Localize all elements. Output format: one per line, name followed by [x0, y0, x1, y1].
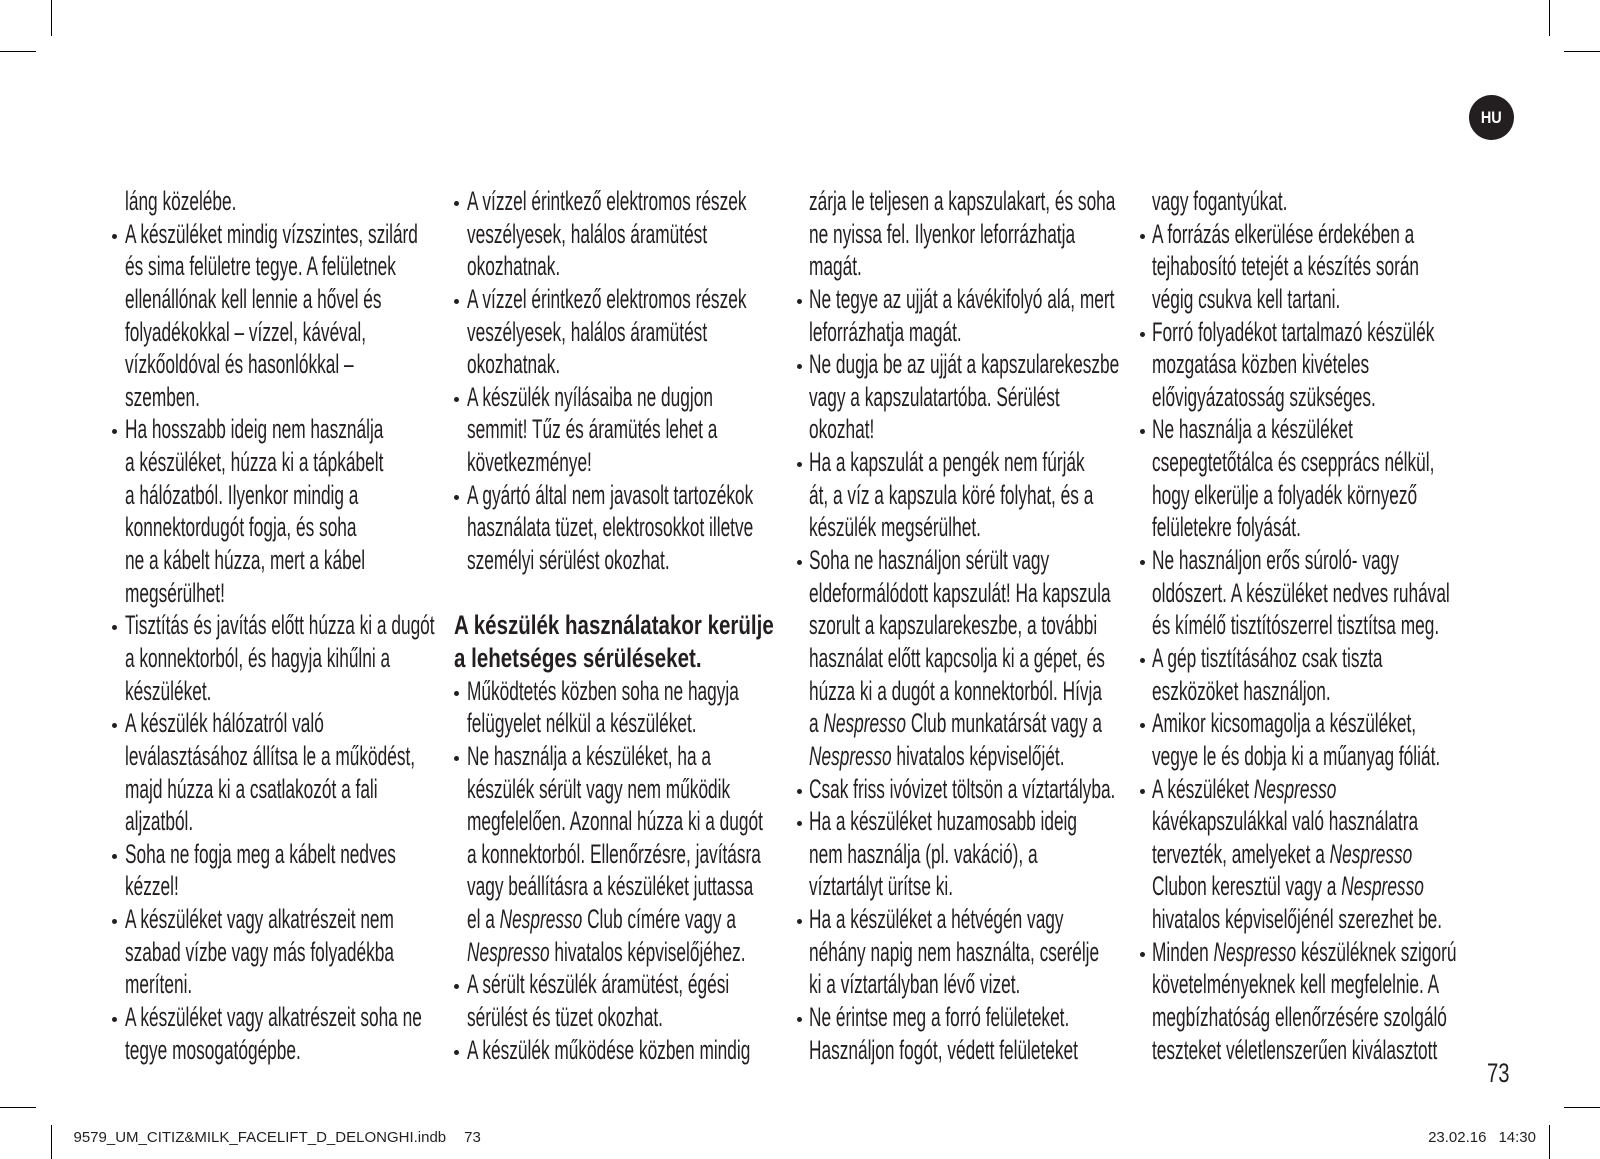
text-line [1152, 218, 1472, 251]
bullet-item [809, 805, 1129, 903]
text-line [1152, 446, 1472, 479]
line-text: következménye! [466, 447, 592, 478]
text-line [125, 381, 445, 414]
line-text: vagy beállításra a készüléket juttassa [466, 871, 753, 902]
text-line [467, 903, 787, 936]
bullet-item [467, 1034, 787, 1067]
bullet-item [809, 283, 1129, 348]
bullet-item [809, 446, 1129, 544]
text-line [1152, 381, 1472, 414]
text-line [125, 446, 445, 479]
line-text: Használjon fogót, védett felületeket [809, 1034, 1078, 1065]
line-text: láng közelébe. [124, 186, 236, 216]
bullet-item [809, 903, 1129, 1001]
text-line [809, 316, 1129, 349]
text-line [809, 250, 1129, 283]
text-line [467, 250, 787, 283]
line-text: veszélyesek, halálos áramütést [466, 218, 707, 249]
line-text: kávékapszulákkal való használatra [1152, 806, 1419, 837]
line-text: veszélyesek, halálos áramütést [466, 316, 707, 347]
text-line [467, 707, 787, 740]
line-text: csepegtetőtálca és csepprács nélkül, [1152, 447, 1435, 478]
text-line [125, 185, 445, 218]
line-text: szemben. [124, 381, 200, 412]
brand-name: Nespresso [823, 708, 907, 739]
footer-time: 14:30 [1498, 1129, 1536, 1146]
line-text: A készüléket mindig vízszintes, szilárd [124, 218, 418, 249]
text-line [1152, 316, 1472, 349]
bullet-item [125, 707, 445, 838]
text-line [467, 283, 787, 316]
text-line [125, 348, 445, 381]
line-text: és kímélő tisztítószerrel tisztítsa meg. [1152, 610, 1440, 641]
text-line [467, 968, 787, 1001]
line-text: szorult a kapszularekeszbe, a további [809, 610, 1098, 641]
text-line [467, 218, 787, 251]
text-line [1152, 250, 1472, 283]
text-line [454, 609, 787, 642]
line-text: A vízzel érintkező elektromos részek [466, 283, 746, 314]
text-line [125, 479, 445, 512]
line-text: át, a víz a kapszula köré folyhat, és a [809, 479, 1094, 510]
text-column-2 [453, 185, 787, 1066]
crop-mark [51, 1125, 52, 1159]
text-line [1152, 1001, 1472, 1034]
text-line [467, 675, 787, 708]
line-text: Ne érintse meg a forró felületeket. [809, 1002, 1070, 1033]
text-line [1152, 675, 1472, 708]
line-text: ne a kábelt húzza, mert a kábel [124, 545, 365, 576]
text-line [1152, 479, 1472, 512]
line-text: vagy fogantyúkat. [1152, 186, 1288, 216]
bullet-item [1152, 218, 1472, 316]
text-line [467, 185, 787, 218]
line-text: szabad vízbe vagy más folyadékba [124, 936, 394, 967]
text-line [809, 413, 1129, 446]
line-text: mozgatása közben kivételes [1152, 349, 1370, 380]
text-line [1152, 903, 1472, 936]
line-text: okozhat! [809, 414, 875, 445]
text-line [467, 870, 787, 903]
text-line [809, 283, 1129, 316]
line-text: oldószert. A készüléket nedves ruhával [1152, 577, 1450, 608]
text-line [125, 250, 445, 283]
line-text: okozhatnak. [466, 349, 560, 380]
text-line [467, 381, 787, 414]
bullet-item [467, 740, 787, 968]
text-line [467, 544, 787, 577]
text-line [809, 838, 1129, 871]
line-text: folyadékokkal – vízzel, kávéval, [124, 316, 366, 347]
bullet-item [125, 903, 445, 1001]
bullet-item [467, 283, 787, 381]
line-text: okozhatnak. [466, 251, 560, 282]
brand-name: Nespresso [1341, 871, 1424, 902]
print-footer-file [74, 1129, 481, 1147]
text-line [467, 1034, 787, 1067]
text-line [467, 348, 787, 381]
text-line [809, 936, 1129, 969]
text-line [809, 773, 1129, 806]
text-line [125, 1001, 445, 1034]
line-text: sérülést és tüzet okozhat. [466, 1002, 663, 1033]
bullet-item [809, 773, 1129, 806]
text-line [1152, 642, 1472, 675]
line-text: A készüléket vagy alkatrészeit nem [124, 904, 394, 935]
line-text: A készüléket vagy alkatrészeit soha ne [124, 1002, 422, 1033]
line-text: tegye mosogatógépbe. [124, 1034, 301, 1065]
heading-text: a lehetséges sérüléseket. [453, 642, 702, 673]
text-line [467, 838, 787, 871]
text-line [125, 577, 445, 610]
bullet-item [125, 218, 445, 414]
text-line [125, 642, 445, 675]
bullet-item [809, 348, 1129, 446]
bullet-item [1152, 544, 1472, 642]
language-badge [1469, 95, 1514, 140]
text-line [1152, 870, 1472, 903]
line-text: készülék megsérülhet. [809, 512, 981, 543]
line-text: meríteni. [124, 969, 192, 1000]
line-text: A vízzel érintkező elektromos részek [466, 186, 746, 216]
crop-mark [51, 0, 52, 36]
text-line [1152, 511, 1472, 544]
heading-text: A készülék használatakor kerülje [453, 610, 774, 641]
text-line [809, 642, 1129, 675]
bullet-item [125, 838, 445, 903]
line-text: A forrázás elkerülése érdekében a [1152, 218, 1415, 249]
continued-paragraph [1152, 185, 1472, 218]
text-line [467, 446, 787, 479]
line-text: ellenállónak kell lennie a hővel és [124, 283, 381, 314]
footer-filename: 9579_UM_CITIZ&MILK_FACELIFT_D_DELONGHI.indb [73, 1129, 447, 1146]
text-line [125, 675, 445, 708]
continued-paragraph [809, 185, 1129, 283]
line-text: Clubon keresztül vagy a Nespresso [1152, 871, 1424, 902]
line-text: semmit! Tűz és áramütés lehet a [466, 414, 717, 445]
text-line [1152, 773, 1472, 806]
line-text: Soha ne használjon sérült vagy [809, 545, 1050, 576]
text-line [1152, 936, 1472, 969]
crop-mark [1564, 1107, 1600, 1108]
text-line [125, 903, 445, 936]
line-text: Ha a készüléket a hétvégén vagy [809, 904, 1064, 935]
text-line [1152, 577, 1472, 610]
text-line [1152, 185, 1472, 218]
line-text: Ne használja a készüléket, ha a [466, 740, 711, 771]
line-text: A készüléket Nespresso [1152, 773, 1337, 804]
line-text: felületekre folyását. [1152, 512, 1301, 543]
line-text: vízkőoldóval és hasonlókkal – [124, 349, 354, 380]
text-line [467, 316, 787, 349]
text-line [809, 185, 1129, 218]
page-number [1487, 1057, 1517, 1090]
line-text: vegye le és dobja ki a műanyag fóliát. [1152, 740, 1441, 771]
text-column-4 [1152, 185, 1472, 1066]
line-text: készülék sérült vagy nem működik [466, 773, 730, 804]
bullet-item [125, 609, 445, 707]
text-line [125, 968, 445, 1001]
text-line [1152, 740, 1472, 773]
line-text: zárja le teljesen a kapszulakart, és soha [809, 186, 1116, 216]
line-text: aljzatból. [124, 806, 193, 837]
line-text: végig csukva kell tartani. [1152, 283, 1341, 314]
line-text: Működtetés közben soha ne hagyja [466, 675, 739, 706]
line-text: Ne dugja be az ujját a kapszularekeszbe [809, 349, 1120, 380]
brand-name: Nespresso [466, 936, 550, 967]
brand-name: Nespresso [1253, 773, 1337, 804]
line-text: eszközöket használjon. [1152, 675, 1331, 706]
text-line [1152, 1034, 1472, 1067]
print-footer-timestamp [1428, 1129, 1536, 1147]
page-number-text: 73 [1487, 1058, 1510, 1088]
text-line [809, 1034, 1129, 1067]
text-line [809, 968, 1129, 1001]
line-text: Csak friss ivóvizet töltsön a víztartályba. [809, 773, 1116, 804]
line-text: elővigyázatosság szükséges. [1152, 381, 1376, 412]
line-text: felügyelet nélkül a készüléket. [466, 708, 697, 739]
bullet-item [1152, 642, 1472, 707]
bullet-item [467, 968, 787, 1033]
line-text: tervezték, amelyeket a Nespresso [1152, 838, 1413, 869]
line-text: hivatalos képviselőjénél szerezhet be. [1152, 904, 1443, 935]
line-text: ki a víztartályban lévő vizet. [809, 969, 1021, 1000]
text-line [809, 446, 1129, 479]
text-line [809, 511, 1129, 544]
text-line [125, 707, 445, 740]
line-text: nem használja (pl. vakáció), a [809, 838, 1038, 869]
line-text: megsérülhet! [124, 577, 225, 608]
line-text: konnektordugót fogja, és soha [124, 512, 357, 543]
line-text: követelményeknek kell megfelelnie. A [1152, 969, 1440, 1000]
line-text: használat előtt kapcsolja ki a gépet, és [809, 642, 1105, 673]
bullet-item [467, 675, 787, 740]
line-text: leforrázhatja magát. [809, 316, 962, 347]
language-code: HU [1481, 107, 1502, 127]
bullet-item [1152, 936, 1472, 1067]
text-line [125, 805, 445, 838]
line-text: Amikor kicsomagolja a készüléket, [1152, 708, 1417, 739]
bullet-item [809, 544, 1129, 772]
line-text: Nespresso hivatalos képviselőjéhez. [466, 936, 746, 967]
line-text: a konnektorból, és hagyja kihűlni a [124, 642, 390, 673]
line-text: vagy a kapszulatartóba. Sérülést [809, 381, 1060, 412]
text-line [467, 740, 787, 773]
line-text: húzza ki a dugót a konnektorból. Hívja [809, 675, 1102, 706]
line-text: ne nyissa fel. Ilyenkor leforrázhatja [809, 218, 1076, 249]
line-text: megbízhatóság ellenőrzésére szolgáló [1152, 1002, 1447, 1033]
text-line [125, 316, 445, 349]
line-text: A gép tisztításához csak tiszta [1152, 642, 1383, 673]
line-text: használata tüzet, elektrosokkot illetve [466, 512, 753, 543]
line-text: leválasztásához állítsa le a működést, [124, 740, 415, 771]
text-line [809, 1001, 1129, 1034]
text-line [1152, 707, 1472, 740]
bullet-item [125, 413, 445, 609]
text-line [809, 609, 1129, 642]
text-line [467, 479, 787, 512]
line-text: hogy elkerülje a folyadék környező [1152, 479, 1418, 510]
bullet-item [467, 381, 787, 479]
line-text: a konnektorból. Ellenőrzésre, javításra [466, 838, 761, 869]
crop-mark [1549, 0, 1550, 36]
text-line [467, 936, 787, 969]
line-text: kézzel! [124, 871, 179, 902]
line-text: Ne tegye az ujját a kávékifolyó alá, mert [809, 283, 1115, 314]
bullet-item [467, 479, 787, 577]
line-text: a hálózatból. Ilyenkor mindig a [124, 479, 358, 510]
crop-mark [1549, 1125, 1550, 1159]
line-text: tejhabosító tetejét a készítés során [1152, 251, 1420, 282]
brand-name: Nespresso [809, 740, 892, 771]
bullet-item [1152, 707, 1472, 772]
line-text: megfelelően. Azonnal húzza ki a dugót [466, 806, 763, 837]
text-line [125, 511, 445, 544]
text-line [125, 838, 445, 871]
text-line [125, 544, 445, 577]
text-line [1152, 968, 1472, 1001]
text-line [1152, 838, 1472, 871]
text-line [467, 511, 787, 544]
line-text: A készülék nyílásaiba ne dugjon [466, 381, 713, 412]
text-column-1 [125, 185, 445, 1066]
text-column-3 [809, 185, 1129, 1066]
text-line [809, 707, 1129, 740]
line-text: a készüléket, húzza ki a tápkábelt [124, 447, 383, 478]
line-text: személyi sérülést okozhat. [466, 545, 670, 576]
text-line [809, 903, 1129, 936]
line-text: Minden Nespresso készüléknek szigorú [1152, 936, 1457, 967]
bullet-item [125, 1001, 445, 1066]
text-line [125, 936, 445, 969]
line-text: készüléket. [124, 675, 211, 706]
line-text: majd húzza ki a csatlakozót a fali [124, 773, 378, 804]
text-line [1152, 544, 1472, 577]
text-line [809, 577, 1129, 610]
text-line [809, 381, 1129, 414]
crop-mark [1564, 51, 1600, 52]
text-line [467, 773, 787, 806]
text-line [1152, 348, 1472, 381]
text-line [1152, 805, 1472, 838]
text-line [467, 1001, 787, 1034]
bullet-item [1152, 413, 1472, 544]
text-line [809, 740, 1129, 773]
line-text: teszteket véletlenszerűen kiválasztott [1152, 1034, 1438, 1065]
line-text: magát. [809, 251, 862, 282]
text-line [125, 413, 445, 446]
text-line [809, 479, 1129, 512]
line-text: és sima felületre tegye. A felületnek [124, 251, 396, 282]
line-text: Ha a kapszulát a pengék nem fúrják [809, 447, 1085, 478]
line-text: néhány napig nem használta, cserélje [809, 936, 1100, 967]
text-line [125, 773, 445, 806]
footer-date: 23.02.16 [1428, 1129, 1487, 1146]
brand-name: Nespresso [1329, 838, 1413, 869]
line-text: A készülék működése közben mindig [466, 1034, 750, 1065]
line-text: Ne használjon erős súroló- vagy [1152, 545, 1399, 576]
crop-mark [0, 51, 36, 52]
bullet-item [467, 185, 787, 283]
text-line [809, 348, 1129, 381]
text-line [467, 413, 787, 446]
text-line [125, 283, 445, 316]
text-line [809, 544, 1129, 577]
text-line [125, 609, 445, 642]
line-text: A készülék hálózatról való [124, 708, 324, 739]
bullet-item [1152, 773, 1472, 936]
line-text: eldeformálódott kapszulát! Ha kapszula [809, 577, 1111, 608]
continued-paragraph [125, 185, 445, 218]
text-line [809, 805, 1129, 838]
text-line [1152, 283, 1472, 316]
brand-name: Nespresso [499, 904, 582, 935]
line-text: A gyártó által nem javasolt tartozékok [466, 479, 753, 510]
line-text: el a Nespresso Club címére vagy a [466, 904, 736, 935]
text-line [467, 805, 787, 838]
brand-name: Nespresso [1213, 936, 1297, 967]
text-line [1152, 413, 1472, 446]
line-text: Tisztítás és javítás előtt húzza ki a dugót [124, 610, 435, 641]
line-text: Soha ne fogja meg a kábelt nedves [124, 838, 396, 869]
crop-mark [0, 1107, 36, 1108]
line-text: víztartályt ürítse ki. [809, 871, 954, 902]
text-line [125, 870, 445, 903]
text-line [454, 642, 787, 675]
section-heading [454, 609, 787, 674]
line-text: Ne használja a készüléket [1152, 414, 1353, 445]
line-text: Nespresso hivatalos képviselőjét. [809, 740, 1065, 771]
line-text: Forró folyadékot tartalmazó készülék [1152, 316, 1435, 347]
footer-sheet-number: 73 [464, 1129, 481, 1146]
text-line [809, 870, 1129, 903]
text-line [809, 675, 1129, 708]
bullet-item [1152, 316, 1472, 414]
line-text: A sérült készülék áramütést, égési [466, 969, 729, 1000]
bullet-item [809, 1001, 1129, 1066]
text-line [809, 218, 1129, 251]
text-line [1152, 609, 1472, 642]
text-line [125, 740, 445, 773]
text-line [125, 218, 445, 251]
line-text: a Nespresso Club munkatársát vagy a [809, 708, 1102, 739]
line-text: Ha hosszabb ideig nem használja [124, 414, 383, 445]
line-text: Ha a készüléket huzamosabb ideig [809, 806, 1078, 837]
text-line [125, 1034, 445, 1067]
